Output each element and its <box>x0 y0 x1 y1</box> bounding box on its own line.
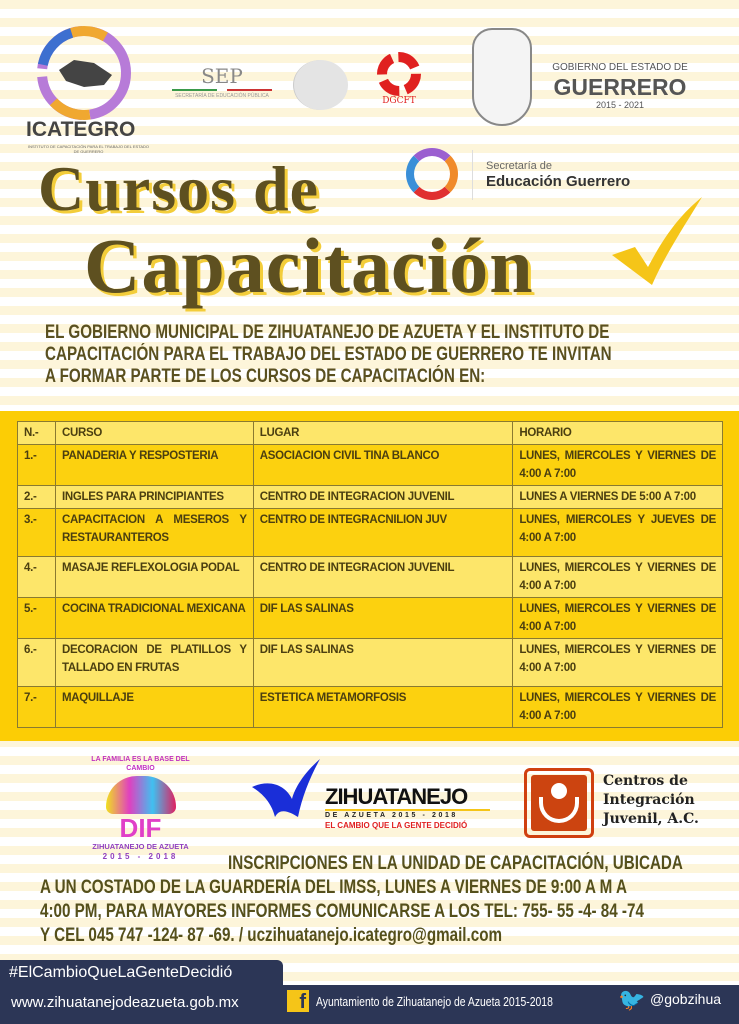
header-n: N.- <box>18 422 56 445</box>
table-row <box>18 598 723 639</box>
table-row <box>18 557 723 598</box>
cell-lugar: CENTRO DE INTEGRACNILION JUV <box>253 509 513 557</box>
cell-horario: LUNES, MIERCOLES Y VIERNES DE 4:00 A 7:00 <box>513 598 723 639</box>
cell-curso: COCINA TRADICIONAL MEXICANA <box>55 598 253 639</box>
cell-lugar: DIF LAS SALINAS <box>253 598 513 639</box>
cell-horario: LUNES, MIERCOLES Y VIERNES DE 4:00 A 7:00 <box>513 557 723 598</box>
guerrero-shield-icon <box>472 28 532 126</box>
cell-n: 3.- <box>18 509 56 557</box>
zihua-name: ZIHUATANEJO <box>325 785 490 811</box>
website-link[interactable]: www.zihuatanejodeazueta.gob.mx <box>11 994 239 1011</box>
cij-emblem-icon <box>524 768 594 838</box>
zihua-slogan: EL CAMBIO QUE LA GENTE DECIDIÓ <box>325 821 468 830</box>
info-line: A UN COSTADO DE LA GUARDERÍA DEL IMSS, LUNES A VIERNES DE 9:00 A M A <box>40 877 627 898</box>
table-row <box>18 509 723 557</box>
info-line: Y CEL 045 747 -124- 87 -69. / uczihuatanejo.icategro@gmail.com <box>40 925 502 946</box>
title-line1: Cursos de <box>38 153 320 224</box>
cell-lugar: ASOCIACION CIVIL TINA BLANCO <box>253 445 513 486</box>
dif-name: DIF <box>119 813 162 843</box>
facebook-link[interactable]: Ayuntamiento de Zihuatanejo de Azueta 2015-2018 <box>316 994 553 1009</box>
cell-curso: CAPACITACION A MESEROS Y RESTAURANTEROS <box>55 509 253 557</box>
cell-curso: INGLES PARA PRINCIPIANTES <box>55 486 253 509</box>
guerrero-line1: GOBIERNO DEL ESTADO DE <box>552 62 688 73</box>
registration-info <box>40 852 739 948</box>
seg-emblem-icon <box>406 148 458 200</box>
mexico-shield-icon <box>293 60 348 110</box>
cell-curso: MASAJE REFLEXOLOGIA PODAL <box>55 557 253 598</box>
guerrero-years: 2015 - 2021 <box>595 100 645 110</box>
divider <box>472 150 473 200</box>
info-line: INSCRIPCIONES EN LA UNIDAD DE CAPACITACIÓN, UBICADA <box>228 853 683 874</box>
cell-horario: LUNES A VIERNES DE 5:00 A 7:00 <box>513 486 723 509</box>
sep-logo <box>172 65 272 99</box>
title-line2: Capacitación <box>84 222 534 309</box>
guerrero-logo <box>545 62 695 111</box>
facebook-icon[interactable]: f <box>287 990 309 1012</box>
sep-subtitle: SECRETARÍA DE EDUCACIÓN PÚBLICA <box>175 93 269 99</box>
dif-place: ZIHUATANEJO DE AZUETA <box>92 842 189 851</box>
cell-curso: MAQUILLAJE <box>55 687 253 728</box>
cell-lugar: DIF LAS SALINAS <box>253 639 513 687</box>
table-row <box>18 486 723 509</box>
gear-icon <box>377 52 421 96</box>
header-lugar: LUGAR <box>253 422 513 445</box>
cell-horario: LUNES, MIERCOLES Y VIERNES DE 4:00 A 7:00 <box>513 639 723 687</box>
zihua-sub: DE AZUETA 2015 - 2018 <box>325 812 458 819</box>
gear-map-icon <box>34 25 134 120</box>
intro-line: CAPACITACIÓN PARA EL TRABAJO DEL ESTADO DE GUERRERO TE INVITAN <box>45 344 612 365</box>
cell-horario: LUNES, MIERCOLES Y VIERNES DE 4:00 A 7:00 <box>513 445 723 486</box>
cell-lugar: CENTRO DE INTEGRACION JUVENIL <box>253 557 513 598</box>
info-line: 4:00 PM, PARA MAYORES INFORMES COMUNICARSE A LOS TEL: 755- 55 -4- 84 -74 <box>40 901 644 922</box>
seg-line2: Educación Guerrero <box>486 173 631 190</box>
cij-line2: Integración <box>603 792 695 808</box>
cell-n: 2.- <box>18 486 56 509</box>
dif-slogan: LA FAMILIA ES LA BASE DEL CAMBIO <box>91 756 190 772</box>
checkmark-icon <box>610 195 705 290</box>
dif-years: 2015 - 2018 <box>102 852 179 861</box>
twitter-icon[interactable]: 🐦 <box>618 987 646 1012</box>
icategro-name: ICATEGRO <box>26 118 136 141</box>
dgcft-logo <box>370 52 428 106</box>
cell-lugar: CENTRO DE INTEGRACION JUVENIL <box>253 486 513 509</box>
header-curso: CURSO <box>55 422 253 445</box>
seg-logo <box>486 160 630 191</box>
cell-n: 6.- <box>18 639 56 687</box>
cell-n: 5.- <box>18 598 56 639</box>
guerrero-line2: GUERRERO <box>553 74 687 100</box>
sep-name: SEP <box>201 64 243 88</box>
seg-line1: Secretaría de <box>486 160 553 172</box>
icategro-subtitle: INSTITUTO DE CAPACITACIÓN PARA EL TRABAJO DEL ESTADO DE GUERRERO <box>27 144 150 154</box>
dgcft-name: DGCFT <box>382 96 416 106</box>
cij-line3: Juvenil, A.C. <box>603 811 699 827</box>
cell-n: 7.- <box>18 687 56 728</box>
cell-curso: DECORACION DE PLATILLOS Y TALLADO EN FRUTAS <box>55 639 253 687</box>
intro-line: A FORMAR PARTE DE LOS CURSOS DE CAPACITACIÓN EN: <box>45 366 486 387</box>
cell-horario: LUNES, MIERCOLES Y VIERNES DE 4:00 A 7:00 <box>513 687 723 728</box>
cij-logo <box>603 772 699 829</box>
header-horario: HORARIO <box>513 422 723 445</box>
table-row <box>18 687 723 728</box>
twitter-handle[interactable]: @gobzihua <box>650 991 722 1007</box>
hashtag: #ElCambioQueLaGenteDecidió <box>9 964 233 981</box>
dif-figures-icon <box>106 776 176 814</box>
cell-lugar: ESTETICA METAMORFOSIS <box>253 687 513 728</box>
cij-line1: Centros de <box>603 773 688 789</box>
table-header <box>18 422 723 445</box>
table-row <box>18 445 723 486</box>
icategro-logo <box>22 25 152 154</box>
zihuatanejo-logo <box>325 785 490 831</box>
cell-n: 1.- <box>18 445 56 486</box>
cell-horario: LUNES, MIERCOLES Y JUEVES DE 4:00 A 7:00 <box>513 509 723 557</box>
intro-line: EL GOBIERNO MUNICIPAL DE ZIHUATANEJO DE AZUETA Y EL INSTITUTO DE <box>45 322 610 343</box>
cell-curso: PANADERIA Y RESPOSTERIA <box>55 445 253 486</box>
intro-text <box>45 322 739 388</box>
table-row <box>18 639 723 687</box>
zihuatanejo-bird-icon <box>250 757 330 827</box>
cell-n: 4.- <box>18 557 56 598</box>
courses-table <box>17 421 723 728</box>
